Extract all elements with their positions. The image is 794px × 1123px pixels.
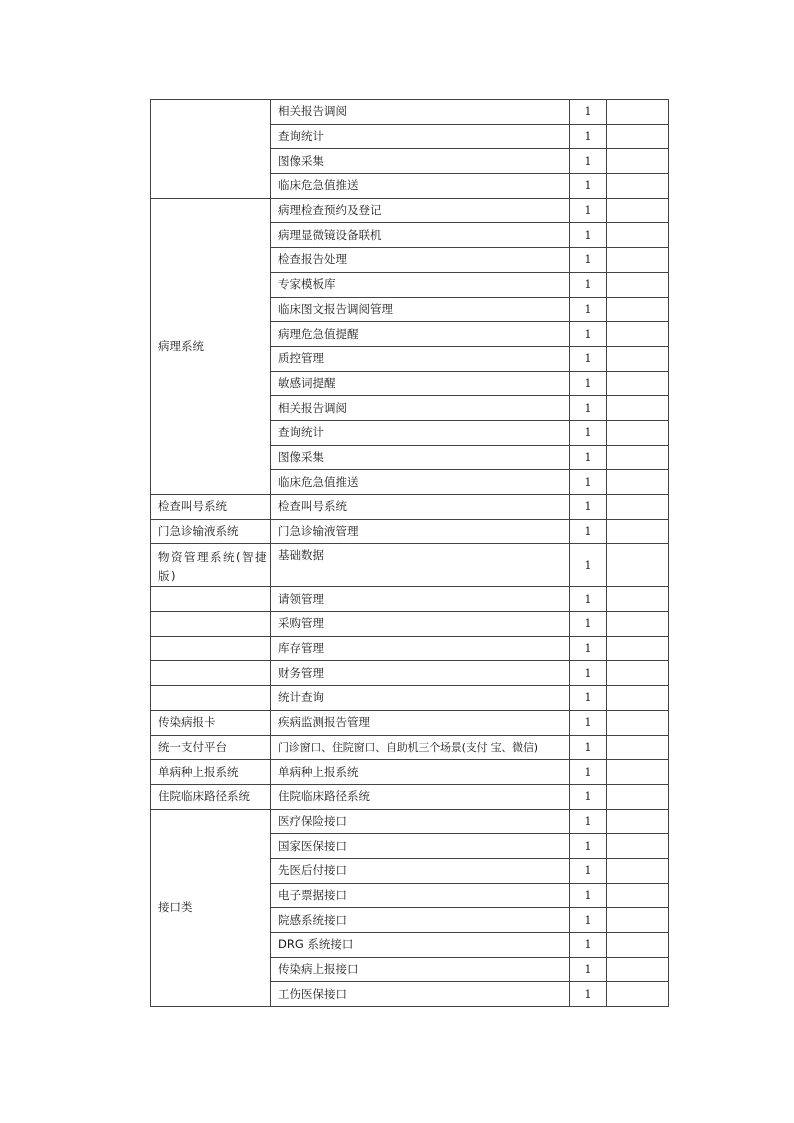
remark-cell (607, 371, 669, 396)
table-row (151, 100, 669, 125)
remark-cell (607, 396, 669, 421)
item-cell: 专家模板库 (271, 272, 570, 297)
remark-cell (607, 883, 669, 908)
category-cell (151, 100, 271, 199)
quantity-cell: 1 (570, 198, 607, 223)
quantity-cell: 1 (570, 760, 607, 785)
item-cell: 病理检查预约及登记 (271, 198, 570, 223)
remark-cell (607, 174, 669, 199)
table-row (151, 587, 669, 612)
item-cell: 院感系统接口 (271, 908, 570, 933)
item-cell: 财务管理 (271, 661, 570, 686)
remark-cell (607, 982, 669, 1007)
quantity-cell: 1 (570, 809, 607, 834)
category-cell: 统一支付平台 (151, 735, 271, 760)
remark-cell (607, 272, 669, 297)
table-row (151, 710, 669, 735)
item-cell: 医疗保险接口 (271, 809, 570, 834)
quantity-cell: 1 (570, 445, 607, 470)
category-cell (151, 612, 271, 637)
item-cell: 临床危急值推送 (271, 174, 570, 199)
item-cell: 临床图文报告调阅管理 (271, 297, 570, 322)
item-cell: 图像采集 (271, 149, 570, 174)
quantity-cell: 1 (570, 587, 607, 612)
remark-cell (607, 933, 669, 958)
remark-cell (607, 445, 669, 470)
item-cell: 传染病上报接口 (271, 957, 570, 982)
item-cell: 基础数据 (271, 544, 570, 587)
category-cell: 物资管理系统(智捷版) (151, 544, 271, 587)
quantity-cell: 1 (570, 495, 607, 520)
quantity-cell: 1 (570, 470, 607, 495)
item-cell: 相关报告调阅 (271, 396, 570, 421)
quantity-cell: 1 (570, 858, 607, 883)
quantity-cell: 1 (570, 612, 607, 637)
table-row (151, 519, 669, 544)
item-cell: 请领管理 (271, 587, 570, 612)
item-cell: 质控管理 (271, 346, 570, 371)
quantity-cell: 1 (570, 784, 607, 809)
item-cell: 查询统计 (271, 124, 570, 149)
remark-cell (607, 149, 669, 174)
quantity-cell: 1 (570, 933, 607, 958)
item-cell: 工伤医保接口 (271, 982, 570, 1007)
remark-cell (607, 710, 669, 735)
requirements-table (150, 99, 669, 1007)
item-cell: 住院临床路径系统 (271, 784, 570, 809)
item-cell: 库存管理 (271, 636, 570, 661)
remark-cell (607, 346, 669, 371)
remark-cell (607, 223, 669, 248)
quantity-cell: 1 (570, 544, 607, 587)
table-row (151, 544, 669, 587)
remark-cell (607, 124, 669, 149)
remark-cell (607, 760, 669, 785)
remark-cell (607, 661, 669, 686)
quantity-cell: 1 (570, 957, 607, 982)
quantity-cell: 1 (570, 686, 607, 711)
category-cell: 病理系统 (151, 198, 271, 494)
table-row (151, 636, 669, 661)
category-cell (151, 636, 271, 661)
remark-cell (607, 297, 669, 322)
category-cell: 传染病报卡 (151, 710, 271, 735)
remark-cell (607, 858, 669, 883)
table-row (151, 760, 669, 785)
quantity-cell: 1 (570, 174, 607, 199)
remark-cell (607, 784, 669, 809)
remark-cell (607, 636, 669, 661)
table-row (151, 495, 669, 520)
remark-cell (607, 100, 669, 125)
remark-cell (607, 519, 669, 544)
item-cell: 先医后付接口 (271, 858, 570, 883)
remark-cell (607, 612, 669, 637)
item-cell: DRG 系统接口 (271, 933, 570, 958)
table-row (151, 784, 669, 809)
table-row (151, 809, 669, 834)
table-row (151, 735, 669, 760)
remark-cell (607, 470, 669, 495)
table-row (151, 198, 669, 223)
category-cell: 住院临床路径系统 (151, 784, 271, 809)
table-row (151, 661, 669, 686)
item-cell: 单病种上报系统 (271, 760, 570, 785)
table-row (151, 612, 669, 637)
remark-cell (607, 495, 669, 520)
item-cell: 统计查询 (271, 686, 570, 711)
remark-cell (607, 834, 669, 859)
remark-cell (607, 957, 669, 982)
quantity-cell: 1 (570, 661, 607, 686)
category-cell: 门急诊输液系统 (151, 519, 271, 544)
item-cell: 相关报告调阅 (271, 100, 570, 125)
item-cell: 采购管理 (271, 612, 570, 637)
item-cell: 国家医保接口 (271, 834, 570, 859)
item-cell: 门诊窗口、住院窗口、自助机三个场景(支付 宝、微信) (271, 735, 570, 760)
category-cell: 单病种上报系统 (151, 760, 271, 785)
remark-cell (607, 420, 669, 445)
category-cell (151, 661, 271, 686)
table-row (151, 686, 669, 711)
remark-cell (607, 248, 669, 273)
item-cell: 敏感词提醒 (271, 371, 570, 396)
category-cell: 检查叫号系统 (151, 495, 271, 520)
remark-cell (607, 686, 669, 711)
quantity-cell: 1 (570, 982, 607, 1007)
remark-cell (607, 735, 669, 760)
quantity-cell: 1 (570, 149, 607, 174)
quantity-cell: 1 (570, 636, 607, 661)
quantity-cell: 1 (570, 519, 607, 544)
item-cell: 图像采集 (271, 445, 570, 470)
quantity-cell: 1 (570, 346, 607, 371)
category-cell: 接口类 (151, 809, 271, 1007)
quantity-cell: 1 (570, 396, 607, 421)
quantity-cell: 1 (570, 124, 607, 149)
quantity-cell: 1 (570, 710, 607, 735)
item-cell: 病理显微镜设备联机 (271, 223, 570, 248)
category-cell (151, 587, 271, 612)
item-cell: 病理危急值提醒 (271, 322, 570, 347)
item-cell: 门急诊输液管理 (271, 519, 570, 544)
remark-cell (607, 198, 669, 223)
quantity-cell: 1 (570, 272, 607, 297)
item-cell: 电子票据接口 (271, 883, 570, 908)
quantity-cell: 1 (570, 420, 607, 445)
quantity-cell: 1 (570, 223, 607, 248)
quantity-cell: 1 (570, 248, 607, 273)
remark-cell (607, 587, 669, 612)
quantity-cell: 1 (570, 297, 607, 322)
remark-cell (607, 809, 669, 834)
remark-cell (607, 544, 669, 587)
item-cell: 查询统计 (271, 420, 570, 445)
item-cell: 检查报告处理 (271, 248, 570, 273)
category-cell (151, 686, 271, 711)
quantity-cell: 1 (570, 322, 607, 347)
quantity-cell: 1 (570, 908, 607, 933)
remark-cell (607, 908, 669, 933)
quantity-cell: 1 (570, 371, 607, 396)
item-cell: 临床危急值推送 (271, 470, 570, 495)
item-cell: 检查叫号系统 (271, 495, 570, 520)
remark-cell (607, 322, 669, 347)
quantity-cell: 1 (570, 100, 607, 125)
quantity-cell: 1 (570, 883, 607, 908)
item-cell: 疾病监测报告管理 (271, 710, 570, 735)
quantity-cell: 1 (570, 735, 607, 760)
quantity-cell: 1 (570, 834, 607, 859)
